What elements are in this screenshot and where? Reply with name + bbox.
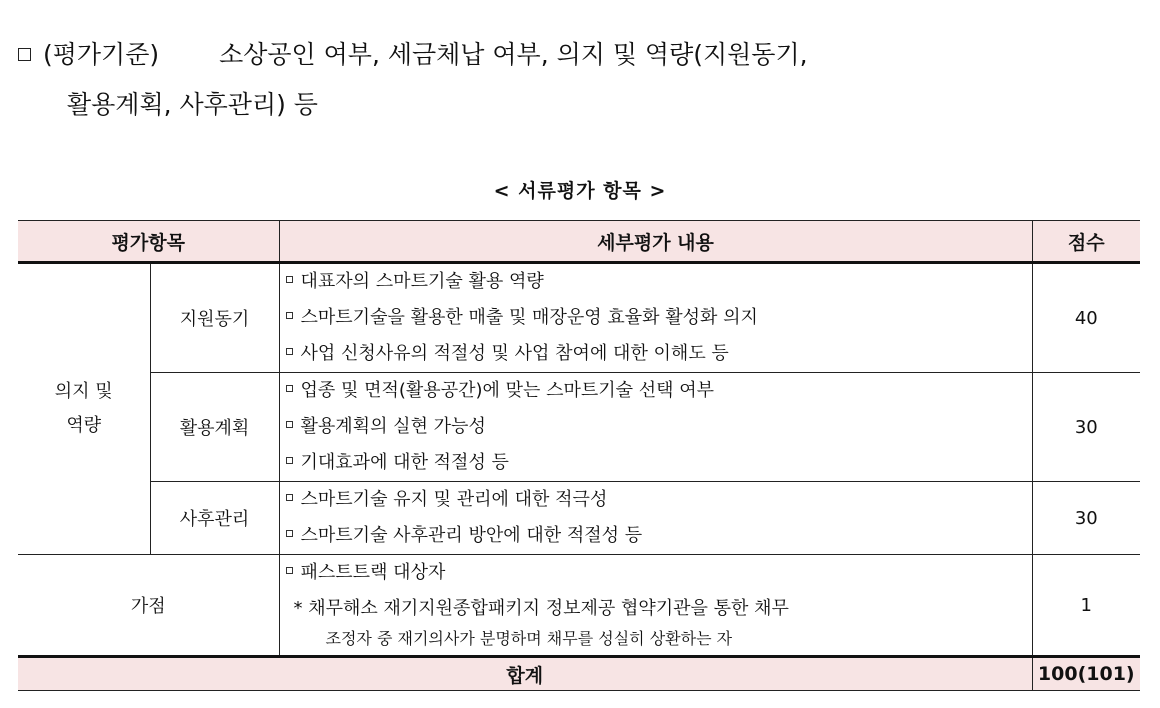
bonus-note: * 채무해소 재기지원종합패키지 정보제공 협약기관을 통한 채무 xyxy=(293,598,789,619)
small-square-bullet-icon xyxy=(286,385,293,392)
table-row xyxy=(18,373,1140,482)
detail-item xyxy=(286,409,1032,445)
criteria-label: (평가기준) xyxy=(43,40,160,69)
detail-text: 사업 신청사유의 적절성 및 사업 참여에 대한 이해도 등 xyxy=(300,343,729,364)
detail-text: 스마트기술을 활용한 매출 및 매장운영 효율화 활성화 의지 xyxy=(300,307,758,328)
criteria-line-2: 활용계획, 사후관리) 등 xyxy=(67,90,318,119)
category-line-1: 의지 및 xyxy=(54,381,113,402)
small-square-bullet-icon xyxy=(286,276,293,283)
table-header-row xyxy=(18,221,1140,263)
small-square-bullet-icon xyxy=(286,457,293,464)
detail-item xyxy=(286,300,1032,336)
detail-item xyxy=(286,445,1032,481)
detail-item xyxy=(286,482,1032,518)
table-row xyxy=(18,263,1140,373)
detail-item xyxy=(286,555,1032,591)
criteria-line-1 xyxy=(18,30,808,80)
category-line-2: 역량 xyxy=(66,415,102,436)
category-cell xyxy=(18,263,150,555)
score-cell: 40 xyxy=(1032,263,1140,373)
detail-text: 스마트기술 사후관리 방안에 대한 적절성 등 xyxy=(300,525,643,546)
detail-item xyxy=(286,264,1032,300)
small-square-bullet-icon xyxy=(286,348,293,355)
total-label: 합계 xyxy=(18,657,1032,691)
small-square-bullet-icon xyxy=(286,494,293,501)
detail-cell xyxy=(279,482,1032,555)
document-evaluation-table xyxy=(18,220,1140,691)
detail-item xyxy=(286,518,1032,554)
small-square-bullet-icon xyxy=(286,421,293,428)
subcategory-cell: 지원동기 xyxy=(150,263,279,373)
bonus-detail-cell xyxy=(279,555,1032,657)
detail-item xyxy=(286,336,1032,372)
small-square-bullet-icon xyxy=(286,530,293,537)
bonus-row xyxy=(18,555,1140,657)
total-row xyxy=(18,657,1140,691)
detail-text: 스마트기술 유지 및 관리에 대한 적극성 xyxy=(300,489,608,510)
score-cell: 30 xyxy=(1032,482,1140,555)
detail-item xyxy=(286,373,1032,409)
score-cell: 30 xyxy=(1032,373,1140,482)
square-bullet-icon xyxy=(18,48,31,61)
subcategory-cell: 사후관리 xyxy=(150,482,279,555)
header-score: 점수 xyxy=(1032,221,1140,263)
detail-cell xyxy=(279,373,1032,482)
total-score: 100(101) xyxy=(1032,657,1140,691)
criteria-text: 소상공인 여부, 세금체납 여부, 의지 및 역량(지원동기, xyxy=(219,40,808,69)
small-square-bullet-icon xyxy=(286,567,293,574)
detail-text: 패스트트랙 대상자 xyxy=(300,562,446,583)
detail-text: 활용계획의 실현 가능성 xyxy=(300,416,486,437)
small-square-bullet-icon xyxy=(286,312,293,319)
bonus-score: 1 xyxy=(1032,555,1140,657)
detail-text: 대표자의 스마트기술 활용 역량 xyxy=(300,271,544,292)
detail-text: 기대효과에 대한 적절성 등 xyxy=(300,452,509,473)
bonus-label: 가점 xyxy=(18,555,279,657)
subcategory-cell: 활용계획 xyxy=(150,373,279,482)
detail-cell xyxy=(279,263,1032,373)
header-item: 평가항목 xyxy=(18,221,279,263)
table-caption: < 서류평가 항목 > xyxy=(493,180,667,202)
evaluation-criteria xyxy=(18,30,808,130)
table-row xyxy=(18,482,1140,555)
header-detail: 세부평가 내용 xyxy=(279,221,1032,263)
detail-text: 업종 및 면적(활용공간)에 맞는 스마트기술 선택 여부 xyxy=(300,380,715,401)
bonus-note-continued: 조정자 중 재기의사가 분명하며 채무를 성실히 상환하는 자 xyxy=(325,629,733,648)
